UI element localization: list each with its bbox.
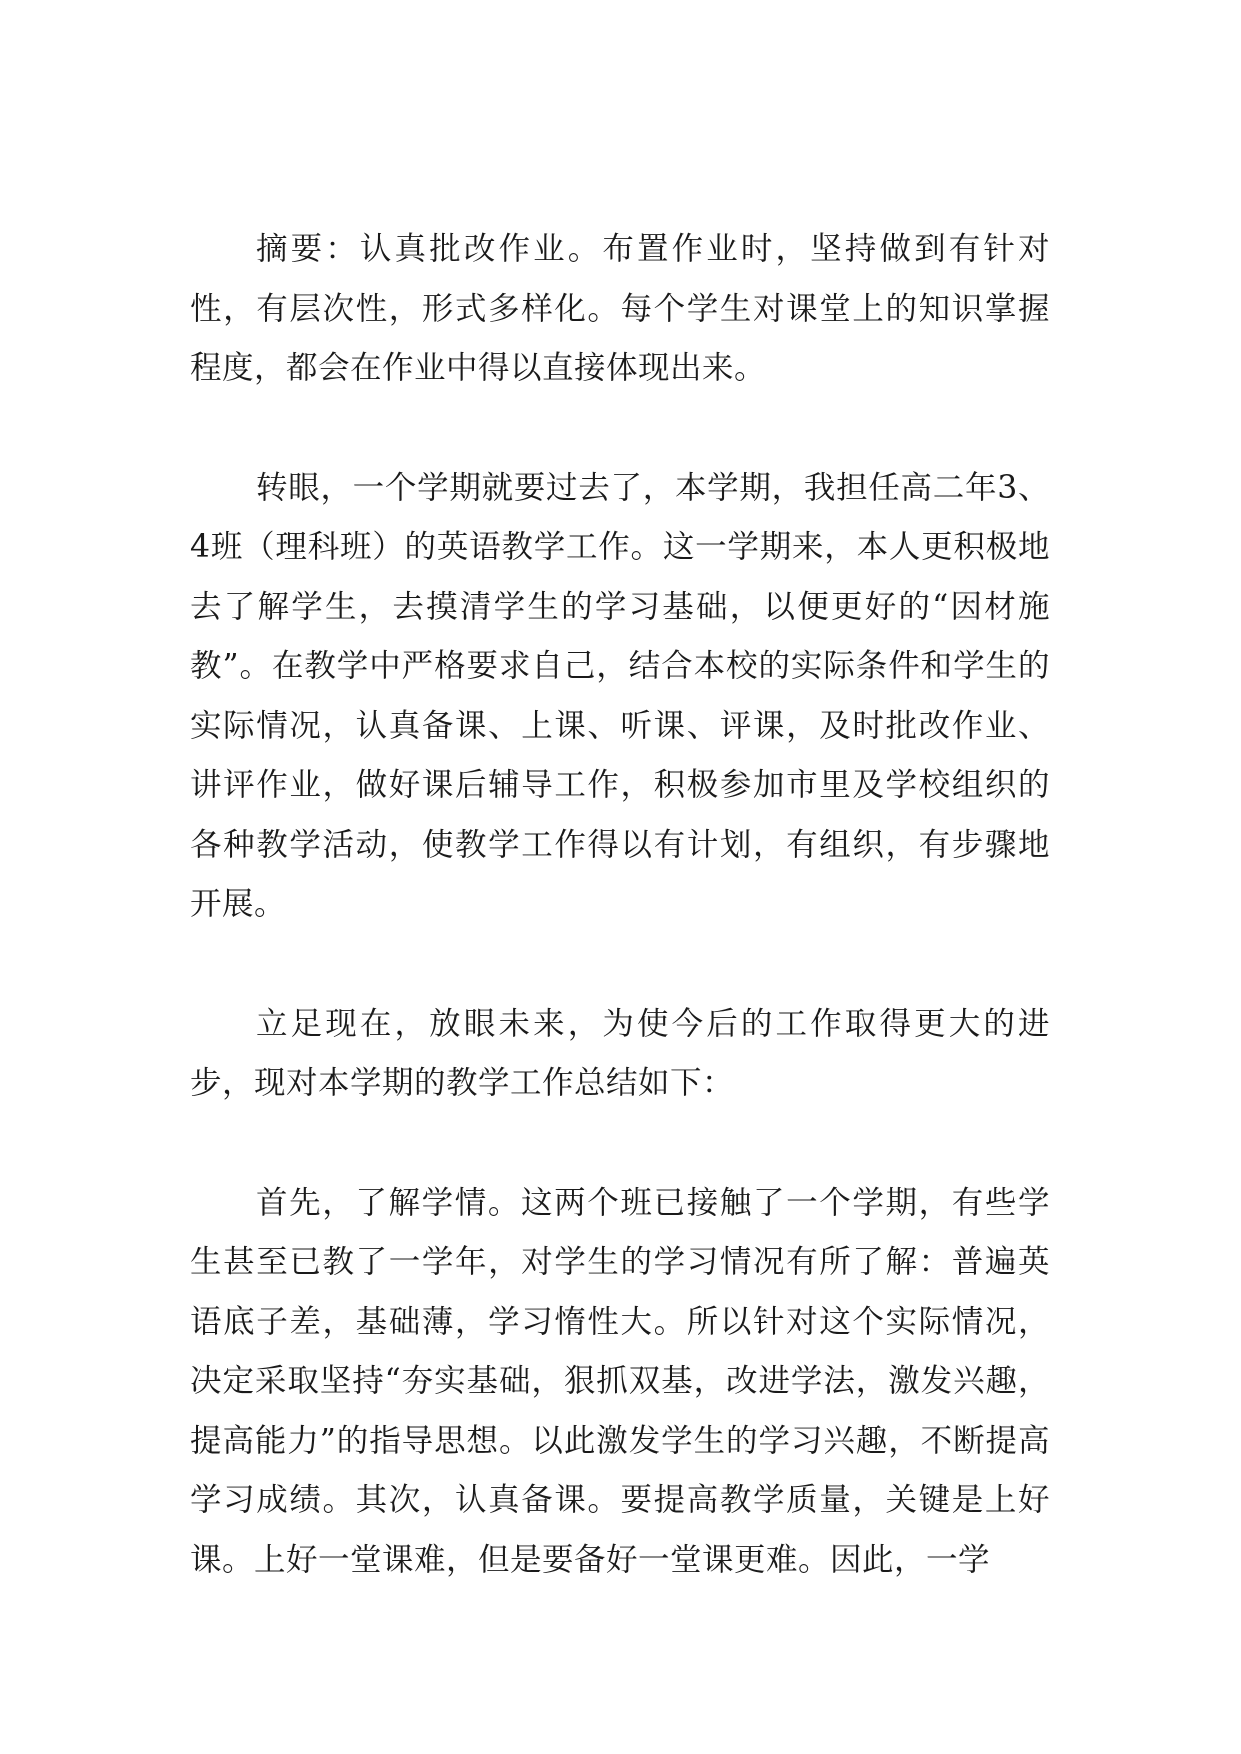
paragraph-first-point: 首先，了解学情。这两个班已接触了一个学期，有些学生甚至已教了一学年，对学生的学习情况有所了解：普遍英语底子差，基础薄，学习惰性大。所以针对这个实际情况，决定采取坚持“夯实基础，狠抓双基，改进学法，激发兴趣，提高能力”的指导思想。以此激发学生的学习兴趣，不断提高学习成绩。其次，认真备课。要提高教学质量，关键是上好课。上好一堂课难，但是要备好一堂课更难。因此，一学 — [190, 1184, 1050, 1578]
paragraph-abstract: 摘要：认真批改作业。布置作业时，坚持做到有针对性，有层次性，形式多样化。每个学生对课堂上的知识掌握程度，都会在作业中得以直接体现出来。 — [190, 231, 1050, 386]
paragraph-intro: 转眼，一个学期就要过去了，本学期，我担任高二年3、4班（理科班）的英语教学工作。这一学期来，本人更积极地去了解学生，去摸清学生的学习基础，以便更好的“因材施教”。在教学中严格要求自己，结合本校的实际条件和学生的实际情况，认真备课、上课、听课、评课，及时批改作业、讲评作业，做好课后辅导工作，积极参加市里及学校组织的各种教学活动，使教学工作得以有计划，有组织，有步骤地开展。 — [190, 469, 1050, 922]
paragraph-summary-lead: 立足现在，放眼未来，为使今后的工作取得更大的进步，现对本学期的教学工作总结如下： — [190, 1005, 1050, 1101]
document-body — [190, 220, 1050, 1590]
